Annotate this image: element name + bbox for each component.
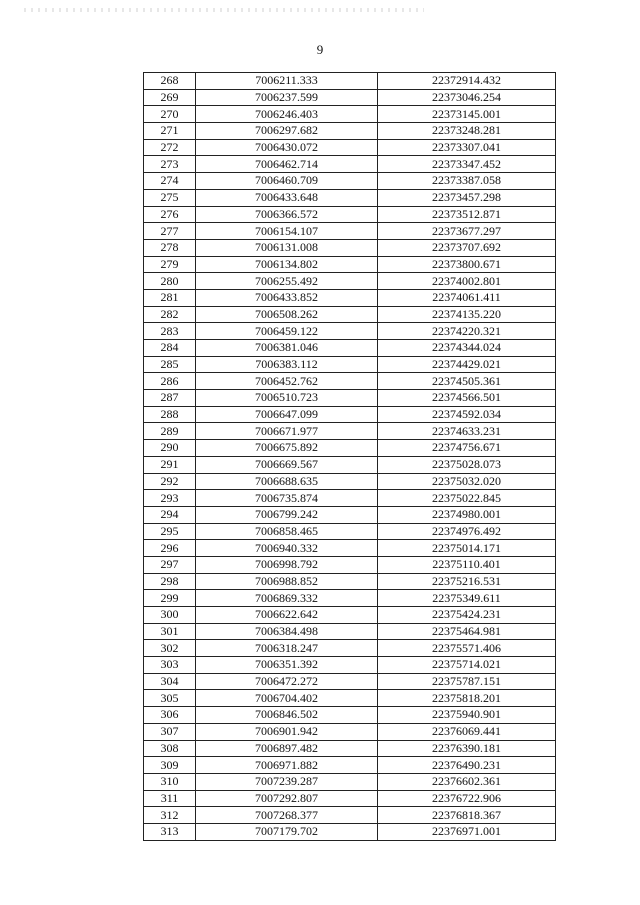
- point-number-cell: 311: [144, 790, 196, 807]
- y-coordinate-cell: 22375022.845: [378, 490, 556, 507]
- y-coordinate-cell: 22375349.611: [378, 590, 556, 607]
- table-row: [144, 106, 556, 123]
- table-row: [144, 289, 556, 306]
- point-number-cell: 300: [144, 607, 196, 624]
- y-coordinate-cell: 22376390.181: [378, 740, 556, 757]
- y-coordinate-cell: 22376971.001: [378, 823, 556, 840]
- point-number-cell: 302: [144, 640, 196, 657]
- point-number-cell: 272: [144, 139, 196, 156]
- x-coordinate-cell: 7007292.807: [196, 790, 378, 807]
- point-number-cell: 278: [144, 239, 196, 256]
- table-row: [144, 707, 556, 724]
- point-number-cell: 279: [144, 256, 196, 273]
- point-number-cell: 285: [144, 356, 196, 373]
- x-coordinate-cell: 7006381.046: [196, 340, 378, 357]
- table-row: [144, 590, 556, 607]
- point-number-cell: 303: [144, 657, 196, 674]
- point-number-cell: 306: [144, 707, 196, 724]
- table-row: [144, 790, 556, 807]
- x-coordinate-cell: 7006452.762: [196, 373, 378, 390]
- coordinates-table-body: [144, 73, 556, 841]
- table-row: [144, 556, 556, 573]
- table-row: [144, 139, 556, 156]
- point-number-cell: 274: [144, 173, 196, 190]
- y-coordinate-cell: 22373307.041: [378, 139, 556, 156]
- table-row: [144, 573, 556, 590]
- x-coordinate-cell: 7006988.852: [196, 573, 378, 590]
- x-coordinate-cell: 7006383.112: [196, 356, 378, 373]
- x-coordinate-cell: 7006430.072: [196, 139, 378, 156]
- y-coordinate-cell: 22374505.361: [378, 373, 556, 390]
- y-coordinate-cell: 22376818.367: [378, 807, 556, 824]
- point-number-cell: 287: [144, 390, 196, 407]
- x-coordinate-cell: 7006622.642: [196, 607, 378, 624]
- x-coordinate-cell: 7006897.482: [196, 740, 378, 757]
- x-coordinate-cell: 7006366.572: [196, 206, 378, 223]
- table-row: [144, 473, 556, 490]
- y-coordinate-cell: 22375028.073: [378, 456, 556, 473]
- point-number-cell: 313: [144, 823, 196, 840]
- point-number-cell: 276: [144, 206, 196, 223]
- y-coordinate-cell: 22374756.671: [378, 440, 556, 457]
- table-row: [144, 823, 556, 840]
- x-coordinate-cell: 7007239.287: [196, 773, 378, 790]
- x-coordinate-cell: 7006460.709: [196, 173, 378, 190]
- point-number-cell: 277: [144, 223, 196, 240]
- y-coordinate-cell: 22376722.906: [378, 790, 556, 807]
- y-coordinate-cell: 22372914.432: [378, 73, 556, 90]
- point-number-cell: 280: [144, 273, 196, 290]
- point-number-cell: 275: [144, 189, 196, 206]
- table-row: [144, 356, 556, 373]
- point-number-cell: 282: [144, 306, 196, 323]
- x-coordinate-cell: 7006154.107: [196, 223, 378, 240]
- y-coordinate-cell: 22373800.671: [378, 256, 556, 273]
- x-coordinate-cell: 7006669.567: [196, 456, 378, 473]
- x-coordinate-cell: 7006704.402: [196, 690, 378, 707]
- x-coordinate-cell: 7006246.403: [196, 106, 378, 123]
- y-coordinate-cell: 22373347.452: [378, 156, 556, 173]
- table-row: [144, 239, 556, 256]
- x-coordinate-cell: 7006940.332: [196, 540, 378, 557]
- x-coordinate-cell: 7007179.702: [196, 823, 378, 840]
- x-coordinate-cell: 7006510.723: [196, 390, 378, 407]
- table-row: [144, 540, 556, 557]
- table-row: [144, 73, 556, 90]
- table-row: [144, 623, 556, 640]
- point-number-cell: 305: [144, 690, 196, 707]
- y-coordinate-cell: 22376602.361: [378, 773, 556, 790]
- x-coordinate-cell: 7006459.122: [196, 323, 378, 340]
- point-number-cell: 307: [144, 723, 196, 740]
- y-coordinate-cell: 22375424.231: [378, 607, 556, 624]
- point-number-cell: 295: [144, 523, 196, 540]
- point-number-cell: 273: [144, 156, 196, 173]
- y-coordinate-cell: 22373457.298: [378, 189, 556, 206]
- y-coordinate-cell: 22375940.901: [378, 707, 556, 724]
- x-coordinate-cell: 7006508.262: [196, 306, 378, 323]
- y-coordinate-cell: 22373145.001: [378, 106, 556, 123]
- table-row: [144, 456, 556, 473]
- table-row: [144, 173, 556, 190]
- point-number-cell: 310: [144, 773, 196, 790]
- point-number-cell: 284: [144, 340, 196, 357]
- x-coordinate-cell: 7006462.714: [196, 156, 378, 173]
- table-row: [144, 256, 556, 273]
- y-coordinate-cell: 22374429.021: [378, 356, 556, 373]
- point-number-cell: 298: [144, 573, 196, 590]
- x-coordinate-cell: 7006433.852: [196, 289, 378, 306]
- y-coordinate-cell: 22373677.297: [378, 223, 556, 240]
- point-number-cell: 269: [144, 89, 196, 106]
- x-coordinate-cell: 7006384.498: [196, 623, 378, 640]
- point-number-cell: 288: [144, 406, 196, 423]
- point-number-cell: 283: [144, 323, 196, 340]
- y-coordinate-cell: 22374344.024: [378, 340, 556, 357]
- point-number-cell: 309: [144, 757, 196, 774]
- table-row: [144, 490, 556, 507]
- table-row: [144, 123, 556, 140]
- table-row: [144, 323, 556, 340]
- x-coordinate-cell: 7006297.682: [196, 123, 378, 140]
- y-coordinate-cell: 22375787.151: [378, 673, 556, 690]
- y-coordinate-cell: 22374061.411: [378, 289, 556, 306]
- point-number-cell: 289: [144, 423, 196, 440]
- point-number-cell: 312: [144, 807, 196, 824]
- point-number-cell: 271: [144, 123, 196, 140]
- table-row: [144, 206, 556, 223]
- table-row: [144, 807, 556, 824]
- table-row: [144, 723, 556, 740]
- table-row: [144, 740, 556, 757]
- table-row: [144, 673, 556, 690]
- table-row: [144, 440, 556, 457]
- y-coordinate-cell: 22374566.501: [378, 390, 556, 407]
- y-coordinate-cell: 22375216.531: [378, 573, 556, 590]
- x-coordinate-cell: 7006647.099: [196, 406, 378, 423]
- x-coordinate-cell: 7006237.599: [196, 89, 378, 106]
- x-coordinate-cell: 7006971.882: [196, 757, 378, 774]
- y-coordinate-cell: 22374980.001: [378, 506, 556, 523]
- point-number-cell: 286: [144, 373, 196, 390]
- y-coordinate-cell: 22374220.321: [378, 323, 556, 340]
- point-number-cell: 296: [144, 540, 196, 557]
- y-coordinate-cell: 22373248.281: [378, 123, 556, 140]
- y-coordinate-cell: 22374633.231: [378, 423, 556, 440]
- point-number-cell: 292: [144, 473, 196, 490]
- table-row: [144, 406, 556, 423]
- table-row: [144, 223, 556, 240]
- table-row: [144, 89, 556, 106]
- x-coordinate-cell: 7006675.892: [196, 440, 378, 457]
- y-coordinate-cell: 22374135.220: [378, 306, 556, 323]
- x-coordinate-cell: 7006799.242: [196, 506, 378, 523]
- point-number-cell: 270: [144, 106, 196, 123]
- table-row: [144, 773, 556, 790]
- table-row: [144, 390, 556, 407]
- y-coordinate-cell: 22373387.058: [378, 173, 556, 190]
- y-coordinate-cell: 22376069.441: [378, 723, 556, 740]
- y-coordinate-cell: 22375032.020: [378, 473, 556, 490]
- y-coordinate-cell: 22375014.171: [378, 540, 556, 557]
- scan-artifact: [24, 8, 424, 12]
- y-coordinate-cell: 22376490.231: [378, 757, 556, 774]
- y-coordinate-cell: 22375464.981: [378, 623, 556, 640]
- table-row: [144, 523, 556, 540]
- y-coordinate-cell: 22374976.492: [378, 523, 556, 540]
- table-row: [144, 657, 556, 674]
- table-row: [144, 607, 556, 624]
- table-row: [144, 757, 556, 774]
- y-coordinate-cell: 22373707.692: [378, 239, 556, 256]
- point-number-cell: 281: [144, 289, 196, 306]
- point-number-cell: 299: [144, 590, 196, 607]
- point-number-cell: 293: [144, 490, 196, 507]
- point-number-cell: 291: [144, 456, 196, 473]
- point-number-cell: 308: [144, 740, 196, 757]
- x-coordinate-cell: 7006901.942: [196, 723, 378, 740]
- point-number-cell: 268: [144, 73, 196, 90]
- x-coordinate-cell: 7006869.332: [196, 590, 378, 607]
- y-coordinate-cell: 22373512.871: [378, 206, 556, 223]
- point-number-cell: 290: [144, 440, 196, 457]
- x-coordinate-cell: 7006472.272: [196, 673, 378, 690]
- point-number-cell: 304: [144, 673, 196, 690]
- x-coordinate-cell: 7006846.502: [196, 707, 378, 724]
- y-coordinate-cell: 22373046.254: [378, 89, 556, 106]
- table-row: [144, 690, 556, 707]
- point-number-cell: 301: [144, 623, 196, 640]
- table-row: [144, 273, 556, 290]
- table-row: [144, 156, 556, 173]
- y-coordinate-cell: 22374592.034: [378, 406, 556, 423]
- x-coordinate-cell: 7006131.008: [196, 239, 378, 256]
- x-coordinate-cell: 7006351.392: [196, 657, 378, 674]
- y-coordinate-cell: 22375714.021: [378, 657, 556, 674]
- page-number: 9: [316, 42, 324, 57]
- table-row: [144, 423, 556, 440]
- point-number-cell: 297: [144, 556, 196, 573]
- table-row: [144, 189, 556, 206]
- x-coordinate-cell: 7006134.802: [196, 256, 378, 273]
- x-coordinate-cell: 7006735.874: [196, 490, 378, 507]
- table-row: [144, 306, 556, 323]
- table-row: [144, 340, 556, 357]
- x-coordinate-cell: 7006858.465: [196, 523, 378, 540]
- x-coordinate-cell: 7006433.648: [196, 189, 378, 206]
- x-coordinate-cell: 7006255.492: [196, 273, 378, 290]
- coordinates-table: [143, 72, 556, 841]
- x-coordinate-cell: 7006671.977: [196, 423, 378, 440]
- x-coordinate-cell: 7006211.333: [196, 73, 378, 90]
- x-coordinate-cell: 7006998.792: [196, 556, 378, 573]
- table-row: [144, 640, 556, 657]
- table-row: [144, 373, 556, 390]
- x-coordinate-cell: 7007268.377: [196, 807, 378, 824]
- y-coordinate-cell: 22375571.406: [378, 640, 556, 657]
- table-row: [144, 506, 556, 523]
- y-coordinate-cell: 22375110.401: [378, 556, 556, 573]
- x-coordinate-cell: 7006318.247: [196, 640, 378, 657]
- point-number-cell: 294: [144, 506, 196, 523]
- y-coordinate-cell: 22374002.801: [378, 273, 556, 290]
- x-coordinate-cell: 7006688.635: [196, 473, 378, 490]
- y-coordinate-cell: 22375818.201: [378, 690, 556, 707]
